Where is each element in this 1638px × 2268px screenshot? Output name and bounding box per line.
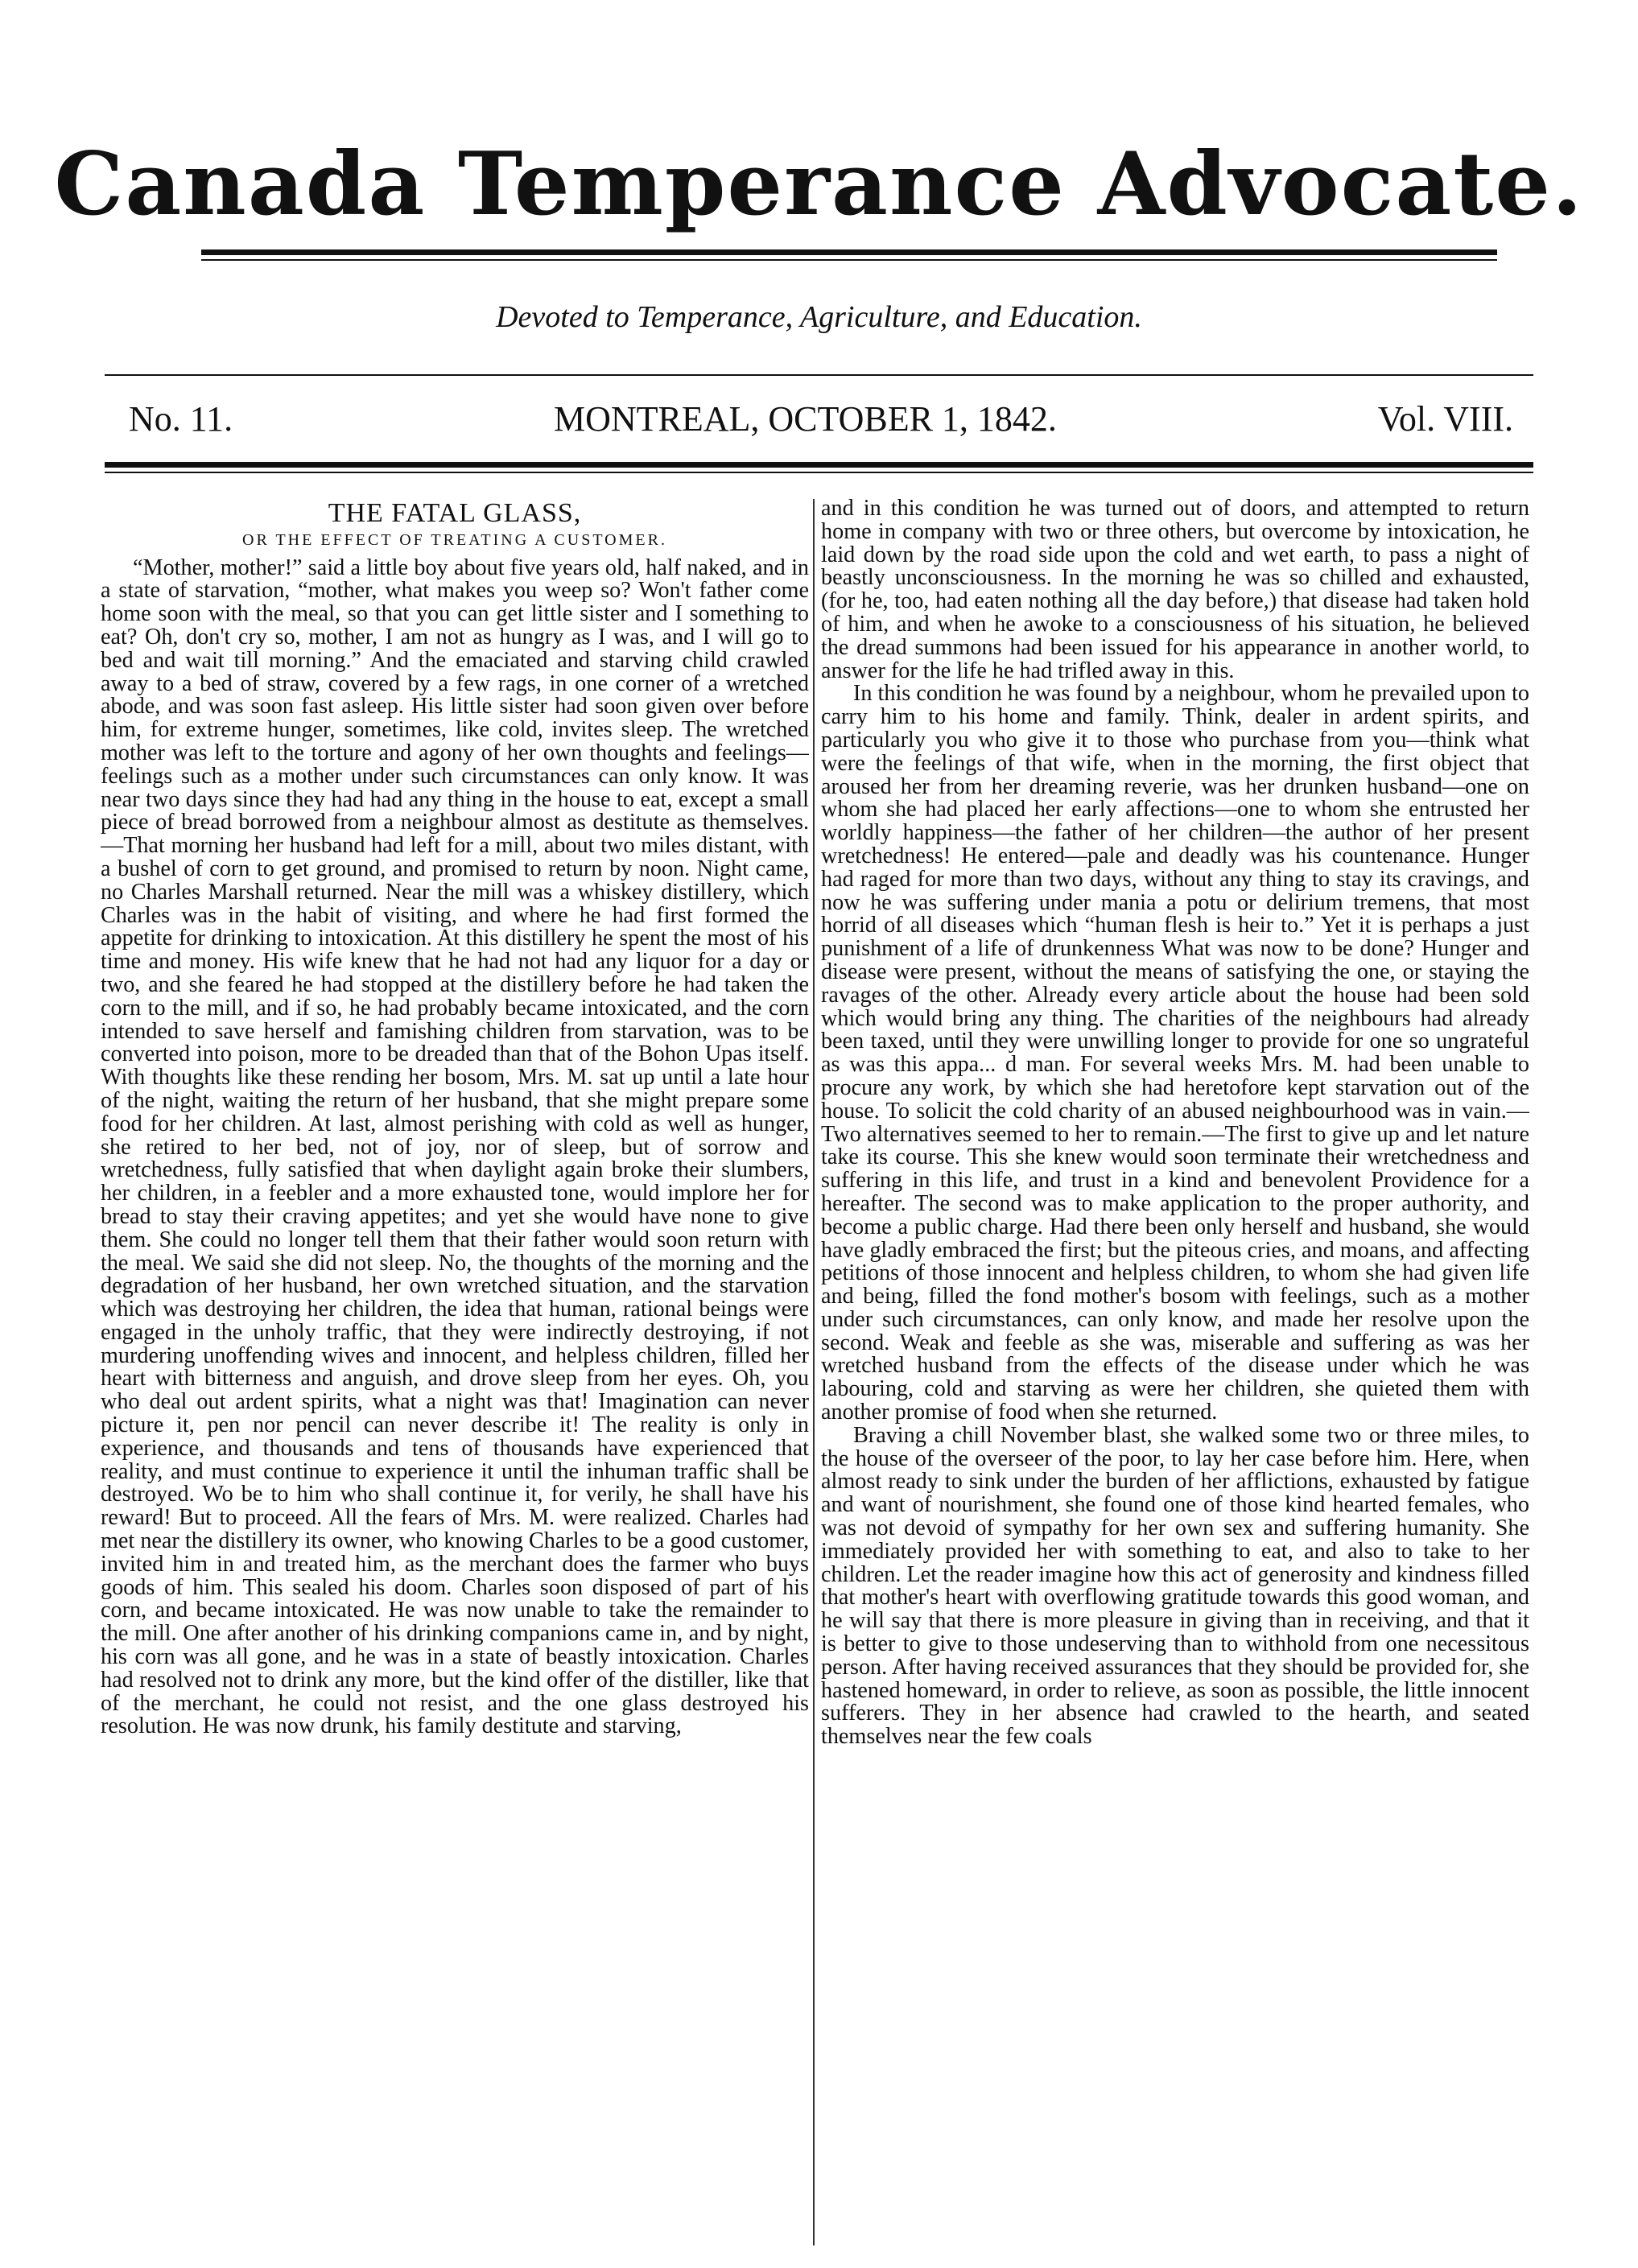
article-title: THE FATAL GLASS, [328,498,582,528]
issue-rule-top [105,374,1533,376]
issue-rule-thin [105,472,1533,473]
issue-number: No. 11. [129,399,233,439]
masthead-title: Canada Temperance Advocate. [54,134,1584,235]
masthead-rule-thin [201,259,1497,261]
article-subtitle: OR THE EFFECT OF TREATING A CUSTOMER. [242,530,667,549]
masthead-tagline: Devoted to Temperance, Agriculture, and Education. [496,300,1142,334]
article-paragraph: “Mother, mother!” said a little boy about five years old, half naked, and in a state of starvation, “mother, what makes you weep so? Won't father come home soon with the meal, so that you can get little sister and I something to eat? Oh, don't cry so, mother, I am not as hungry as I was, and I will go to bed and wait till morning.” And the emaciated and starving child crawled away to a bed of straw, covered by a few rags, in one corner of a wretched abode, and was soon fast asleep. His little sister had soon given over before him, for extreme hunger, sometimes, like cold, invites sleep. The wretched mother was left to the torture and agony of her own thoughts and feelings—feelings such as a mother under such circumstances can only know. It was near two days since they had had any thing in the house to eat, except a small piece of bread borrowed from a neighbour almost as destitute as themselves.—That morning her husband had left for a mill, about two miles distant, with a bushel of corn to get ground, and promised to return by noon. Night came, no Charles Marshall returned. Near the mill was a whiskey distillery, which Charles was in the habit of visiting, and where he had first formed the appetite for drinking to intoxication. At this distillery he spent the most of his time and money. His wife knew that he had not had any liquor for a day or two, and she feared he had stopped at the distillery before he had taken the corn to the mill, and if so, he had probably became intoxicated, and the corn intended to save herself and famishing children from starvation, was to be converted into poison, more to be dreaded than that of the Bohon Upas itself. With thoughts like these rending her bosom, Mrs. M. sat up until a late hour of the night, waiting the return of her husband, that she might prepare some food for her children. At last, almost perishing with cold as well as hunger, she retired to her bed, not of joy, nor of sleep, but of sorrow and wretchedness, fully satisfied that when daylight again broke their slumbers, her children, in a feebler and a more exhausted tone, would implore her for bread to stay their craving appetites; and yet she would have none to give them. She could no longer tell them that their father would soon return with the meal. We said she did not sleep. No, the thoughts of the morning and the degradation of her husband, her own wretched situation, and the starvation which was destroying her children, the idea that human, rational beings were engaged in the unholy traffic, that they were indirectly destroying, if not murdering unoffending wives and innocent, and helpless children, filled her heart with bitterness and anguish, and drove sleep from her eyes. Oh, you who deal out ardent spirits, what a night was that! Imagination can never picture it, pen nor pencil can never describe it! The reality is only in experience, and thousands and tens of thousands have experienced that reality, and must continue to experience it until the inhuman traffic shall be destroyed. Wo be to him who shall continue it, for verily, he shall have his reward! But to proceed. All the fears of Mrs. M. were realized. Charles had met near the distillery its owner, who knowing Charles to be a good customer, invited him in and treated him, as the merchant does the farmer who buys goods of him. This sealed his doom. Charles soon disposed of part of his corn, and became intoxicated. He was now unable to take the remainder to the mill. One after another of his drinking companions came in, and by night, his corn was all gone, and he was in a state of beastly intoxication. Charles had resolved not to drink any more, but the kind offer of the distiller, like that of the merchant, he could not resist, and the one glass destroyed his resolution. He was now drunk, his family destitute and starving, [101,555,809,1739]
article-column-left [101,497,809,2260]
issue-rule-thick [105,462,1533,468]
article-paragraph: Braving a chill November blast, she walked some two or three miles, to the house of the overseer of the poor, to lay her case before him. Here, when almost ready to sink under the burden of her afflictions, exhausted by fatigue and want of nourishment, she found one of those kind hearted females, who was not devoid of sympathy for her own sex and suffering humanity. She immediately provided her with something to eat, and also to take to her children. Let the reader imagine how this act of generosity and kindness filled that mother's heart with overflowing gratitude towards this good woman, and he will say that there is more pleasure in giving than in receiving, and that it is better to give to those undeserving than to withhold from one necessitous person. After having received assurances that they should be provided for, she hastened homeward, in order to relieve, as soon as possible, the little innocent sufferers. They in her absence had crawled to the hearth, and seated themselves near the few coals [821,1422,1529,1750]
issue-line [129,398,1513,439]
issue-volume: Vol. VIII. [1377,399,1513,439]
article-paragraph: In this condition he was found by a neighbour, whom he prevailed upon to carry him to his home and family. Think, dealer in ardent spirits, and particularly you who give it to those who purchase from you—think what were the feelings of that wife, when in the morning, the first object that aroused her from her dreaming reverie, was her drunken husband—one on whom she had placed her early affections—one to whom she entrusted her worldly happiness—the father of her children—the author of her present wretchedness! He entered—pale and deadly was his countenance. Hunger had raged for more than two days, without any thing to stay its cravings, and now he was suffering under mania a potu or delirium tremens, that most horrid of all diseases which “human flesh is heir to.” Yet it is perhaps a just punishment of a life of drunkenness What was now to be done? Hunger and disease were present, without the means of satisfying the one, or staying the ravages of the other. Already every article about the house had been sold which would bring any thing. The charities of the neighbours had already been taxed, until they were unwilling longer to provide for one so ungrateful as was this appa... d man. For several weeks Mrs. M. had been unable to procure any work, by which she had heretofore kept starvation out of the house. To solicit the cold charity of an abused neighbourhood was in vain.—Two alternatives seemed to her to remain.—The first to give up and let nature take its course. This she knew would soon terminate their wretchedness and suffering in this life, and trust in a kind and benevolent Providence for a hereafter. The second was to make application to the proper authority, and become a public charge. Had there been only herself and husband, she would have gladly embraced the first; but the piteous cries, and moans, and affecting petitions of those innocent and helpless children, to whom she had given life and being, filled the fond mother's bosom with feelings, such as a mother under such circumstances, can only know, and made her resolve upon the second. Weak and feeble as she was, miserable and suffering as was her wretched husband from the effects of the disease under which he was labouring, cold and starving as were her children, she quieted them with another promise of food when she returned. [821,681,1529,1425]
issue-place-date: MONTREAL, OCTOBER 1, 1842. [553,399,1057,439]
article-column-right [821,497,1529,2260]
masthead-rule-thick [201,249,1497,255]
column-divider [813,499,815,2245]
article-paragraph: and in this condition he was turned out of doors, and attempted to return home in company with two or three others, but overcome by intoxication, he laid down by the road side upon the cold and wet earth, to pass a night of beastly unconsciousness. In the morning he was so chilled and exhausted, (for he, too, had eaten nothing all the day before,) that disease had taken hold of him, and when he awoke to a consciousness of his situation, he believed the dread summons had been issued for his appearance in another world, to answer for the life he had trifled away in this. [821,497,1529,683]
